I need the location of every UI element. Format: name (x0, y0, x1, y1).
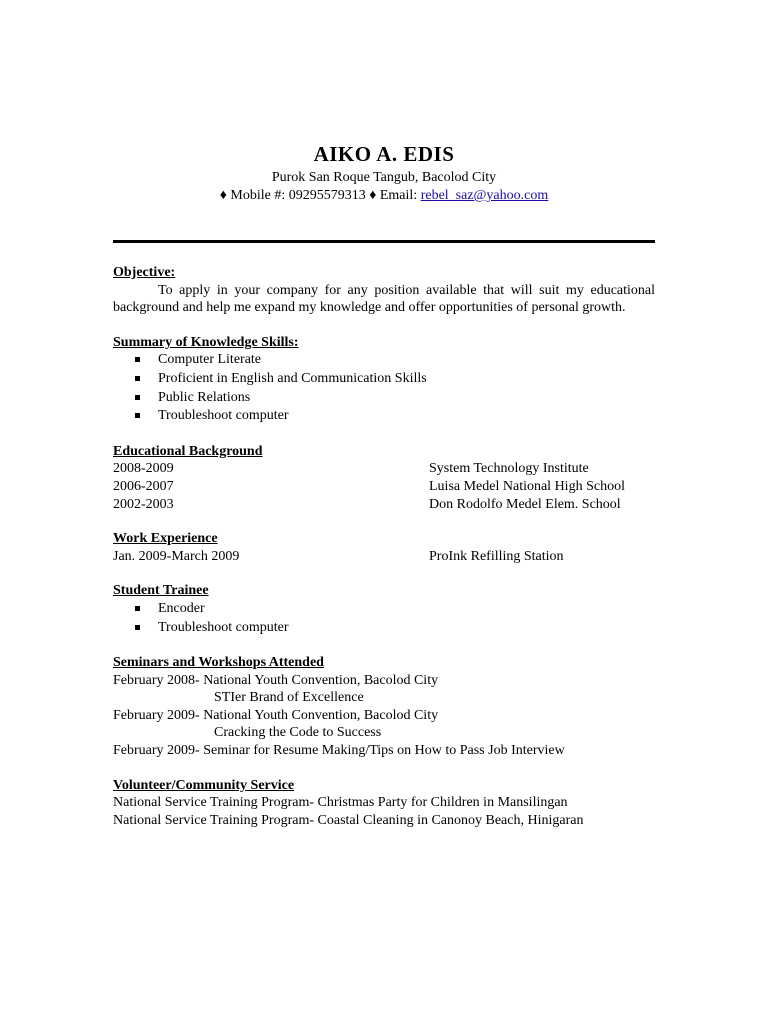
education-row (113, 478, 655, 496)
seminar-subtitle: STIer Brand of Excellence (214, 690, 364, 706)
seminars-heading: Seminars and Workshops Attended (113, 655, 324, 671)
volunteer-item: National Service Training Program- Christmas Party for Children in Mansilingan (113, 795, 568, 811)
education-heading: Educational Background (113, 443, 263, 459)
seminar-entry: February 2008- National Youth Convention, Bacolod City (113, 672, 439, 688)
list-item: Proficient in English and Communication Skills (113, 370, 655, 389)
email-link[interactable]: rebel_saz@yahoo.com (420, 188, 549, 203)
list-item: Computer Literate (113, 351, 655, 370)
applicant-address: Purok San Roque Tangub, Bacolod City (271, 170, 497, 185)
contact-line (0, 187, 768, 205)
contact-mobile: ♦ Mobile #: 09295579313 ♦ Email: (219, 188, 421, 203)
trainee-list (113, 600, 655, 637)
volunteer-heading: Volunteer/Community Service (113, 777, 295, 793)
work-place: ProInk Refilling Station (429, 548, 564, 564)
list-item: Encoder (113, 600, 655, 619)
education-school: Luisa Medel National High School (429, 478, 625, 494)
work-heading: Work Experience (113, 531, 218, 547)
work-row (113, 548, 655, 566)
skills-list (113, 351, 655, 425)
trainee-heading: Student Trainee (113, 583, 209, 599)
list-item: Troubleshoot computer (113, 407, 655, 426)
objective-text: To apply in your company for any position available that will suit my educational background and help me expand my knowledge and offer opportunities of personal growth. (113, 282, 655, 316)
education-school: System Technology Institute (429, 461, 589, 477)
skills-heading: Summary of Knowledge Skills: (113, 334, 299, 350)
education-row (113, 496, 655, 514)
education-years: 2008-2009 (113, 461, 174, 477)
header-divider (113, 240, 655, 243)
list-item: Public Relations (113, 389, 655, 408)
volunteer-item: National Service Training Program- Coastal Cleaning in Canonoy Beach, Hinigaran (113, 812, 584, 828)
seminar-entry: February 2009- National Youth Convention, Bacolod City (113, 707, 439, 723)
resume-body (113, 264, 655, 829)
seminar-entry: February 2009- Seminar for Resume Making/Tips on How to Pass Job Interview (113, 743, 565, 759)
resume-header (0, 140, 768, 205)
education-row (113, 460, 655, 478)
education-years: 2002-2003 (113, 496, 174, 512)
education-years: 2006-2007 (113, 478, 174, 494)
list-item: Troubleshoot computer (113, 619, 655, 638)
education-school: Don Rodolfo Medel Elem. School (429, 496, 621, 512)
objective-heading: Objective: (113, 265, 176, 280)
work-period: Jan. 2009-March 2009 (113, 548, 240, 564)
applicant-name: AIKO A. EDIS (313, 142, 455, 166)
seminar-subtitle: Cracking the Code to Success (214, 725, 382, 741)
